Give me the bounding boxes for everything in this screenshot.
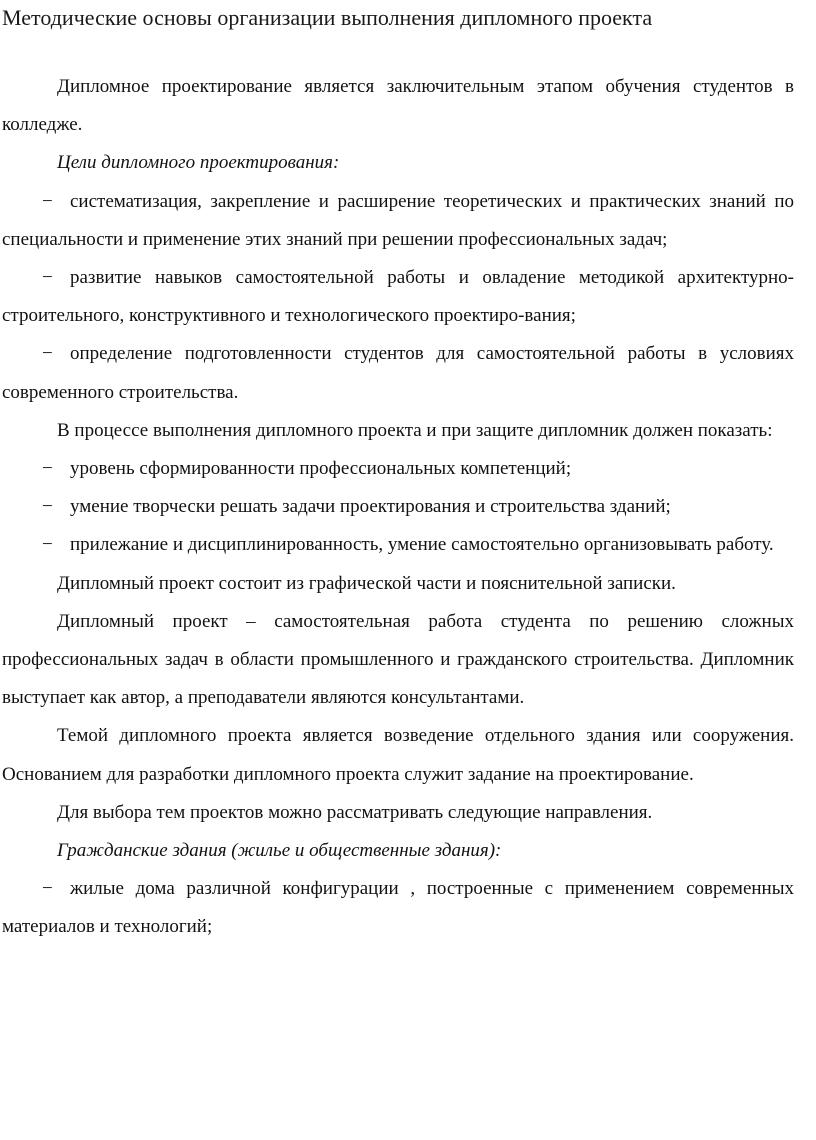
list-item-text: умение творчески решать задачи проектирования и строительства зданий; [70,496,671,518]
list-item-text: прилежание и дисциплинированность, умение самостоятельно организовывать работу. [70,534,774,556]
list-item-text: систематизация, закрепление и расширение теоретических и практических знаний по специальности и применение этих знаний при решении профессиональных задач; [2,190,794,250]
list-item-show-3 [2,526,794,564]
goals-heading: Цели дипломного проектирования: [57,152,340,174]
dash-bullet: − [42,343,53,365]
list-item-goal-3 [2,335,794,411]
list-item-text: определение подготовленности студентов для самостоятельной работы в условиях современного строительства. [2,343,794,403]
dash-bullet: − [42,190,53,212]
list-item-text: жилые дома различной конфигурации , построенные с применением современных материалов и технологий; [2,878,794,938]
list-item-goal-2 [2,259,794,335]
paragraph-intro: Дипломное проектирование является заключительным этапом обучения студентов в колледже. [2,76,794,136]
paragraph-directions: Для выбора тем проектов можно рассматривать следующие направления. [57,801,653,823]
list-item-show-1 [2,450,794,488]
paragraph-must-show: В процессе выполнения дипломного проекта и при защите дипломник должен показать: [57,419,773,441]
document-title: Методические основы организации выполнения дипломного проекта [2,5,653,30]
dash-bullet: − [42,496,53,518]
list-item-goal-1 [2,183,794,259]
paragraph-structure: Дипломный проект состоит из графической части и пояснительной записки. [57,572,676,594]
list-item-text: уровень сформированности профессиональных компетенций; [70,458,572,480]
document-body [2,68,794,947]
dash-bullet: − [42,458,53,480]
paragraph-definition: Дипломный проект – самостоятельная работа студента по решению сложных профессиональных задач в области промышленного и гражданского строительства. Дипломник выступает как автор, а преподаватели являются консультантами. [2,610,794,709]
dash-bullet: − [42,267,53,289]
dash-bullet: − [42,878,53,900]
list-item-text: развитие навыков самостоятельной работы и овладение методикой архитектурно-строительного, конструктивного и технологического проектиро-вания; [2,267,794,327]
civil-buildings-heading: Гражданские здания (жилье и общественные здания): [57,840,502,862]
dash-bullet: − [42,534,53,556]
paragraph-topic: Темой дипломного проекта является возведение отдельного здания или сооружения. Основанием для разработки дипломного проекта служит задание на проектирование. [2,725,794,785]
list-item-show-2 [2,488,794,526]
list-item-civil-1 [2,870,794,946]
